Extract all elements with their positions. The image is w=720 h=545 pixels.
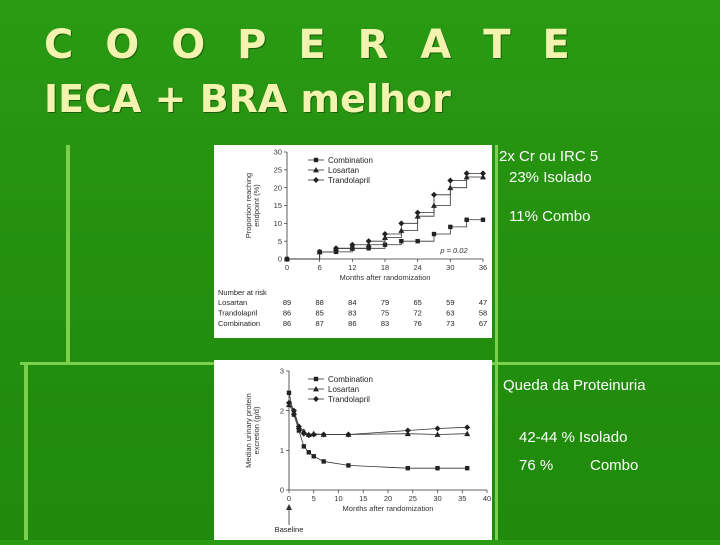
x-tick-label: 15 bbox=[359, 494, 368, 503]
point-combination bbox=[287, 391, 291, 395]
point-combination bbox=[346, 463, 350, 467]
x-tick-label: 30 bbox=[433, 494, 442, 503]
risk-table-cell: 87 bbox=[315, 319, 324, 328]
point-combination bbox=[415, 239, 419, 243]
point-combination bbox=[307, 450, 311, 454]
risk-table-cell: 88 bbox=[315, 298, 324, 307]
legend-label-losartan: Losartan bbox=[328, 385, 360, 394]
slide-title-line1: C O O P E R A T E bbox=[44, 22, 579, 68]
series-line-losartan bbox=[289, 405, 467, 435]
chart-endpoint-panel bbox=[214, 145, 492, 338]
decor-vline-2 bbox=[24, 362, 28, 540]
point-combination bbox=[465, 466, 469, 470]
chart-endpoint bbox=[214, 145, 492, 338]
point-trandolapril bbox=[464, 424, 470, 430]
risk-table-cell: 86 bbox=[282, 319, 292, 328]
x-tick-label: 10 bbox=[334, 494, 343, 503]
point-combination bbox=[432, 232, 436, 236]
risk-table-header: Number at risk bbox=[218, 288, 267, 297]
risk-row-label-trandolapril: Trandolapril bbox=[218, 308, 258, 318]
x-axis-label: Months after randomization bbox=[342, 504, 434, 513]
point-trandolapril bbox=[398, 220, 404, 226]
point-combination bbox=[435, 466, 439, 470]
y-tick-label: 30 bbox=[273, 147, 282, 157]
note-combo-11: 11% Combo bbox=[509, 208, 591, 225]
y-tick-label: 3 bbox=[279, 366, 284, 376]
risk-table-cell: 76 bbox=[413, 319, 422, 328]
note-proteinuria-heading: Queda da Proteinuria bbox=[503, 377, 646, 394]
point-combination bbox=[399, 239, 403, 243]
x-axis-label: Months after randomization bbox=[339, 273, 431, 282]
point-trandolapril bbox=[415, 210, 421, 216]
slide-title-line2: IECA + BRA melhor bbox=[44, 77, 451, 121]
risk-table-cell: 65 bbox=[413, 298, 422, 307]
y-tick-label: 5 bbox=[277, 236, 282, 246]
baseline-arrow-head bbox=[286, 504, 292, 510]
chart-proteinuria bbox=[214, 360, 492, 540]
x-tick-label: 6 bbox=[317, 263, 322, 272]
risk-table-cell: 47 bbox=[478, 298, 488, 307]
x-tick-label: 36 bbox=[478, 263, 488, 272]
chart-proteinuria-panel bbox=[214, 360, 492, 540]
x-tick-label: 40 bbox=[482, 494, 492, 503]
risk-table-cell: 83 bbox=[380, 319, 390, 328]
legend-marker bbox=[314, 377, 318, 381]
legend-label-trandolapril: Trandolapril bbox=[328, 176, 370, 185]
risk-table-cell: 72 bbox=[413, 308, 422, 318]
legend-label-trandolapril: Trandolapril bbox=[328, 395, 370, 404]
risk-row-label-combination: Combination bbox=[218, 319, 261, 328]
risk-table-cell: 83 bbox=[348, 308, 357, 318]
p-value-annotation: p = 0.02 bbox=[440, 246, 468, 255]
y-axis-label-line2: excretion (g/d) bbox=[252, 406, 261, 455]
point-combination bbox=[448, 225, 452, 229]
series-line-trandolapril bbox=[289, 403, 467, 436]
note-combo-76-pct: 76 % bbox=[519, 457, 554, 474]
y-tick-label: 1 bbox=[279, 445, 284, 455]
risk-table-cell: 79 bbox=[380, 298, 390, 307]
x-tick-label: 0 bbox=[286, 494, 292, 503]
point-trandolapril bbox=[405, 428, 411, 434]
y-tick-label: 25 bbox=[273, 165, 282, 175]
point-trandolapril bbox=[447, 178, 453, 184]
point-combination bbox=[481, 218, 485, 222]
legend-marker bbox=[313, 396, 319, 402]
x-tick-label: 12 bbox=[348, 263, 357, 272]
x-tick-label: 25 bbox=[408, 494, 417, 503]
risk-table-cell: 73 bbox=[446, 319, 455, 328]
risk-row-label-losartan: Losartan bbox=[218, 298, 248, 307]
risk-table-cell: 86 bbox=[282, 308, 292, 318]
risk-table-cell: 85 bbox=[315, 308, 324, 318]
legend-label-combination: Combination bbox=[328, 375, 373, 384]
x-tick-label: 24 bbox=[413, 263, 422, 272]
point-trandolapril bbox=[435, 426, 441, 432]
y-tick-label: 15 bbox=[273, 201, 282, 211]
decor-vline-1 bbox=[66, 145, 70, 363]
legend-marker bbox=[313, 177, 319, 183]
risk-table-cell: 67 bbox=[478, 319, 488, 328]
y-tick-label: 20 bbox=[273, 183, 282, 193]
x-tick-label: 5 bbox=[311, 494, 316, 503]
risk-table-cell: 59 bbox=[446, 298, 455, 307]
y-tick-label: 0 bbox=[277, 254, 282, 264]
risk-table-cell: 63 bbox=[446, 308, 455, 318]
point-trandolapril bbox=[301, 431, 307, 437]
risk-table-cell: 84 bbox=[348, 298, 357, 307]
point-trandolapril bbox=[382, 231, 388, 237]
decor-vline-3 bbox=[495, 145, 498, 540]
legend-marker bbox=[314, 158, 318, 162]
baseline-label: Baseline bbox=[274, 525, 304, 534]
point-combination bbox=[302, 444, 306, 448]
x-tick-label: 20 bbox=[383, 494, 393, 503]
note-isolated-23: 23% Isolado bbox=[509, 169, 592, 186]
point-trandolapril bbox=[431, 192, 437, 198]
note-isolated-42-44: 42-44 % Isolado bbox=[519, 429, 628, 446]
y-axis-label-line1: Median urinary protein bbox=[244, 393, 253, 468]
risk-table-cell: 75 bbox=[380, 308, 390, 318]
point-combination bbox=[464, 218, 468, 222]
legend-label-losartan: Losartan bbox=[328, 166, 360, 175]
note-creatinine: 2x Cr ou IRC 5 bbox=[499, 148, 599, 165]
point-combination bbox=[312, 454, 316, 458]
point-combination bbox=[406, 466, 410, 470]
note-combo-76-label: Combo bbox=[590, 457, 639, 474]
x-tick-label: 35 bbox=[458, 494, 467, 503]
point-combination bbox=[321, 459, 325, 463]
legend-label-combination: Combination bbox=[328, 156, 373, 165]
x-tick-label: 0 bbox=[284, 263, 290, 272]
x-tick-label: 18 bbox=[380, 263, 390, 272]
risk-table-cell: 89 bbox=[282, 298, 292, 307]
y-axis-label-line2: endpoint (%) bbox=[252, 184, 261, 227]
point-trandolapril bbox=[480, 170, 486, 176]
x-tick-label: 30 bbox=[446, 263, 455, 272]
y-tick-label: 0 bbox=[279, 485, 284, 495]
y-tick-label: 2 bbox=[279, 406, 284, 416]
point-trandolapril bbox=[464, 170, 470, 176]
point-trandolapril bbox=[366, 238, 372, 244]
point-trandolapril bbox=[311, 431, 317, 437]
y-axis-label-line1: Proportion reaching bbox=[244, 172, 253, 239]
y-tick-label: 10 bbox=[273, 218, 282, 228]
risk-table-cell: 58 bbox=[478, 308, 488, 318]
risk-table-cell: 86 bbox=[348, 319, 357, 328]
